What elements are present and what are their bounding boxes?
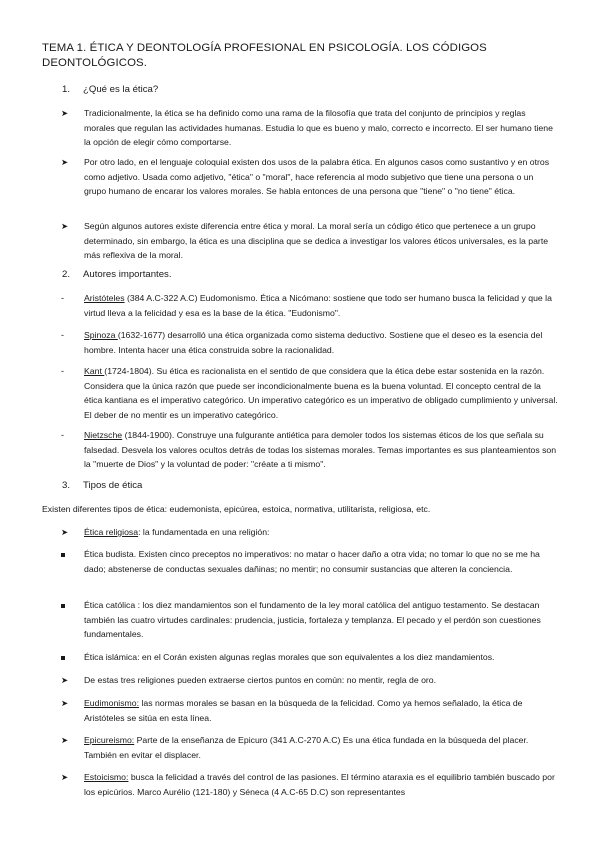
square-bullet-icon: [61, 547, 65, 562]
arrow-bullet-icon: ➤: [61, 108, 69, 118]
list-item-text: Según algunos autores existe diferencia entre ética y moral. La moral sería un código ético que pertenece a un grupo determinado, sin embargo, la ética es una disciplina que se dedica a investigar los valores éticos universales, es la parte más reflexiva de la moral.: [84, 221, 549, 261]
arrow-bullet-icon: ➤: [61, 698, 69, 708]
type-description: busca la felicidad a través del control de las pasiones. El término ataraxia es el equilibrio también buscado por los epicúrios. Marco Aurélio (121-180) y Séneca (4 A.C-65 D.C) son representantes: [84, 772, 555, 797]
religion-text: Ética budista. Existen cinco preceptos no imperativos: no matar o hacer daño a otra vida; no tomar lo que no se me ha dado; abstenerse de conductas sexuales dañinas; no mentir; no consumir sustancias que alteren la conciencia.: [84, 549, 540, 574]
type-description: Parte de la enseñanza de Epicuro (341 A.C-270 A.C) Es una ética fundada en la búsqueda del placer. También en evitar el displacer.: [84, 735, 529, 760]
arrow-bullet-icon: ➤: [61, 157, 69, 167]
arrow-bullet-icon: ➤: [61, 772, 69, 782]
section-number: 3.: [62, 480, 71, 491]
author-name: Nietzsche: [84, 430, 123, 440]
arrow-bullet-icon: ➤: [61, 735, 69, 745]
square-bullet-icon: [61, 598, 65, 613]
section-label: Tipos de ética: [83, 480, 143, 491]
author-description: (384 A.C-322 A.C) Eudomonismo. Ética a Nicómano: sostiene que todo ser humano busca la felicidad y que la virtud lleva a la felicidad y esa es la base de la ética. "Eudonismo".: [84, 293, 552, 318]
author-name: Aristóteles: [84, 293, 125, 303]
square-bullet-icon: [61, 650, 65, 665]
author-description: (1632-1677) desarrolló una ética organizada como sistema deductivo. Sostiene que el deseo es la esencia del hombre. Intenta hacer una ética construida sobre la racionalidad.: [84, 330, 543, 355]
arrow-bullet-icon: ➤: [61, 527, 69, 537]
type-name: Epicureismo:: [84, 735, 135, 745]
religion-text: Ética católica : los diez mandamientos son el fundamento de la ley moral católica del antiguo testamento. Se destacan también las cuatro virtudes cardinales: prudencia, justicia, fortaleza y templanza. El pecado y el perdón son cuestiones fundamentales.: [84, 600, 541, 640]
dash-bullet-icon: -: [61, 293, 64, 303]
intro-paragraph: Existen diferentes tipos de ética: eudemonista, epicúrea, estoica, normativa, utilitarista, religiosa, etc.: [42, 504, 431, 514]
type-name: Estoicismo:: [84, 772, 129, 782]
section-number: 1.: [62, 84, 71, 95]
dash-bullet-icon: -: [61, 366, 64, 376]
section-label: Autores importantes.: [83, 269, 172, 280]
dash-bullet-icon: -: [61, 430, 64, 440]
type-name: Ética religiosa: [84, 527, 139, 537]
section-number: 2.: [62, 269, 71, 280]
type-name: Eudimonismo:: [84, 698, 140, 708]
arrow-bullet-icon: ➤: [61, 675, 69, 685]
author-name: Kant: [84, 366, 105, 376]
type-description: : la fundamentada en una religión:: [138, 527, 270, 537]
dash-bullet-icon: -: [61, 330, 64, 340]
section-label: ¿Qué es la ética?: [83, 84, 159, 95]
religion-text: Ética islámica: en el Corán existen algunas reglas morales que son equivalentes a los diez mandamientos.: [84, 652, 495, 662]
arrow-bullet-icon: ➤: [61, 221, 69, 231]
document-title: TEMA 1. ÉTICA Y DEONTOLOGÍA PROFESIONAL EN PSICOLOGÍA. LOS CÓDIGOS DEONTOLÓGICOS.: [42, 42, 487, 69]
list-item-text: De estas tres religiones pueden extraerse ciertos puntos en común: no mentir, regla de oro.: [84, 675, 437, 685]
author-name: Spinoza: [84, 330, 118, 340]
author-description: (1724-1804). Su ética es racionalista en el sentido de que considera que la ética debe estar sostenida en la razón. Considera que la única razón que puede ser incondicionalmente buena es la buena voluntad. El concepto central de la ética kantiana es el imperativo categórico. Un imperativo categórico es un imperativo de obligado cumplimiento y universal. El deber de no mentir es un imperativo categórico.: [84, 366, 558, 420]
author-description: (1844-1900). Construye una fulgurante antiética para demoler todos los sistemas éticos de los que señala su falsedad. Desvela los valores ocultos detrás de todas los sistemas morales. Temas importantes es sus planteamientos son la "muerte de Dios" y la voluntad de poder: "créate a ti mismo".: [84, 430, 557, 470]
list-item-text: Tradicionalmente, la ética se ha definido como una rama de la filosofía que trata del conjunto de principios y reglas morales que regulan las actividades humanas. Estudia lo que es bueno y malo, correcto e incorrecto. El ser humano tiene la opción de elegir cómo comportarse.: [84, 108, 553, 148]
type-description: las normas morales se basan en la búsqueda de la felicidad. Como ya hemos señalado, la ética de Aristóteles se sitúa en esta línea.: [84, 698, 523, 723]
list-item-text: Por otro lado, en el lenguaje coloquial existen dos usos de la palabra ética. En algunos casos como sustantivo y en otros como adjetivo. Usada como adjetivo, "ética" o "moral", hace referencia al modo subjetivo que tiene una persona o un grupo humano de encarar los valores morales. Se habla entonces de una persona que "tiene" o "no tiene" ética.: [84, 157, 550, 197]
